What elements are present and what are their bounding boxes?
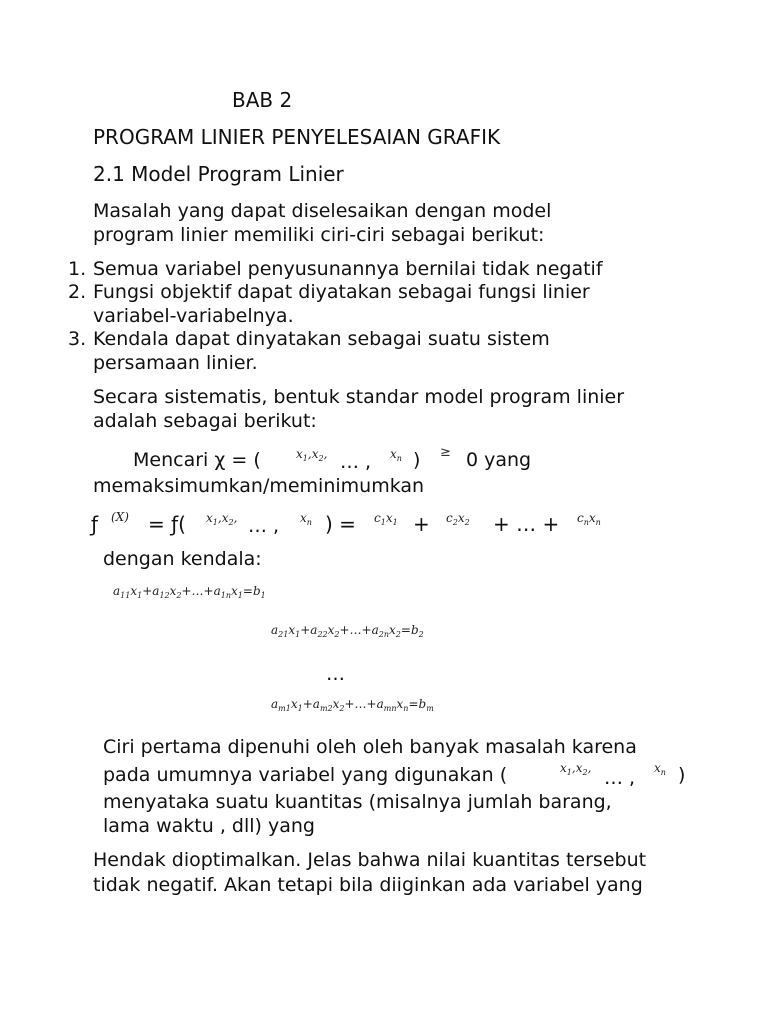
f-symbol: ƒ: [91, 512, 99, 536]
standard-intro-line-1: Secara sistematis, bentuk standar model program linier: [93, 386, 625, 408]
close-paren: ): [678, 764, 686, 786]
constraint-1: $a_{11}x_1+a_{12}x_2+\dots+a_{1n}x_1=b_1$: [113, 584, 266, 600]
chapter-number: BAB 2: [232, 88, 293, 112]
chapter-title: PROGRAM LINIER PENYELESAIAN GRAFIK: [93, 125, 501, 149]
math-c2x2: $c_2x_2$: [446, 511, 470, 527]
plus: +: [413, 512, 430, 536]
math-xn: $x_n$: [390, 447, 402, 463]
ciri-line-4: lama waktu , dll) yang: [103, 815, 315, 837]
ellipsis: … ,: [604, 767, 636, 789]
mencari-prefix: Mencari χ = (: [133, 449, 261, 471]
ciri-line-1: Ciri pertama dipenuhi oleh oleh banyak masalah karena: [103, 736, 637, 758]
list-item-text: variabel-variabelnya.: [93, 305, 294, 327]
ellipsis: … ,: [340, 451, 372, 473]
math-xn: $x_n$: [300, 511, 312, 527]
section-title: 2.1 Model Program Linier: [93, 162, 344, 186]
closing-line-1: Hendak dioptimalkan. Jelas bahwa nilai kuantitas tersebut: [93, 849, 647, 871]
geq-symbol: ≥: [440, 445, 451, 460]
close-paren: ): [413, 449, 421, 471]
math-x1-x2: $x_1,x_2$,: [296, 447, 328, 463]
list-item-text: Semua variabel penyusunannya bernilai tidak negatif: [93, 258, 603, 280]
close-eq: ) =: [325, 512, 356, 536]
list-number: 2.: [68, 281, 87, 303]
list-item-text: persamaan linier.: [93, 352, 258, 374]
math-x1-x2: $x_1,x_2$,: [560, 761, 592, 777]
plus-dots-plus: + … +: [493, 512, 560, 536]
constraint-2: $a_{21}x_1+a_{22}x_2+\dots+a_{2n}x_2=b_2$: [271, 623, 424, 639]
standard-intro-line-2: adalah sebagai berikut:: [93, 410, 317, 432]
mencari-line-2: memaksimumkan/meminimumkan: [93, 475, 425, 497]
intro-line-1: Masalah yang dapat diselesaikan dengan model: [93, 200, 552, 222]
intro-line-2: program linier memiliki ciri-ciri sebagai berikut:: [93, 224, 545, 246]
math-cnxn: $c_nx_n$: [577, 511, 601, 527]
constraints-label: dengan kendala:: [103, 548, 262, 570]
ciri-line-3: menyataka suatu kuantitas (misalnya jumlah barang,: [103, 791, 612, 813]
ellipsis: … ,: [248, 515, 280, 537]
list-item-text: Fungsi objektif dapat diyatakan sebagai fungsi linier: [93, 281, 590, 303]
eq-f: = ƒ(: [148, 512, 186, 536]
math-xn: $x_n$: [654, 761, 666, 777]
list-item-text: Kendala dapat dinyatakan sebagai suatu sistem: [93, 328, 550, 350]
math-X: (X): [111, 510, 129, 524]
mencari-suffix: 0 yang: [466, 449, 532, 471]
math-x1-x2: $x_1,x_2$,: [206, 511, 238, 527]
constraint-ellipsis: …: [326, 663, 345, 685]
ciri-line-2: pada umumnya variabel yang digunakan (: [103, 764, 508, 786]
math-c1x1: $c_1x_1$: [374, 511, 398, 527]
closing-line-2: tidak negatif. Akan tetapi bila diiginkan ada variabel yang: [93, 874, 643, 896]
list-number: 1.: [68, 258, 87, 280]
list-number: 3.: [68, 328, 87, 350]
constraint-m: $a_{m1}x_1+a_{m2}x_2+\dots+a_{mn}x_n=b_m$: [271, 697, 434, 713]
